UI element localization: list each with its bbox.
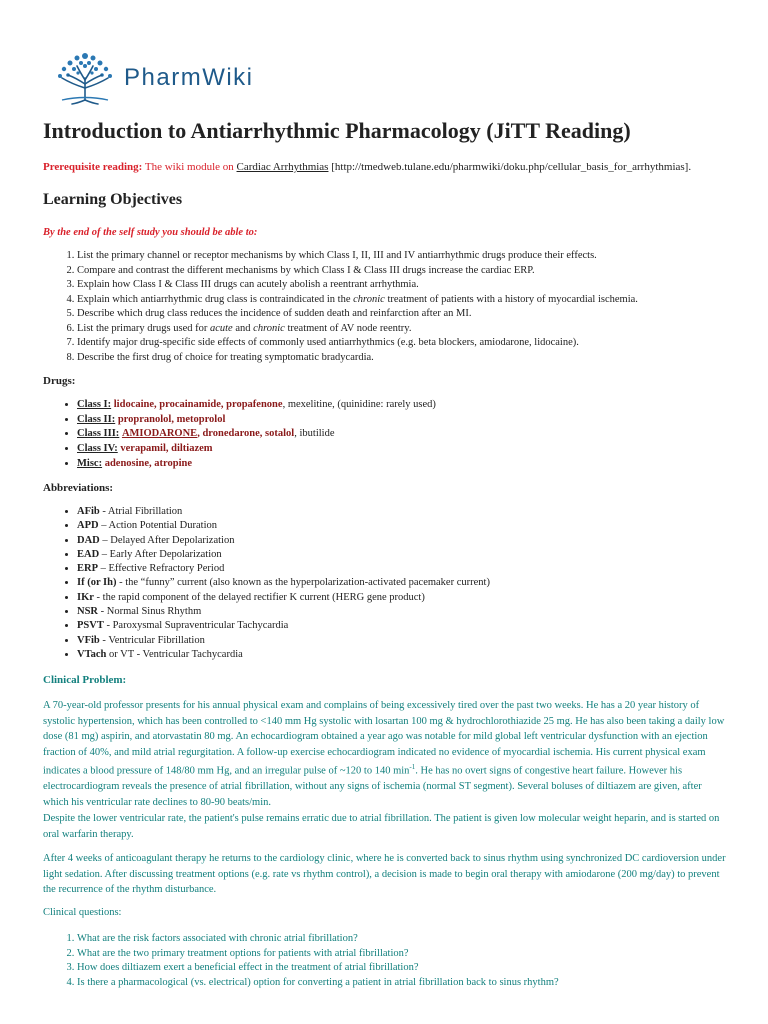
abbr-def: - the “funny” current (also known as the hyperpolarization-activated pacemaker current) <box>116 577 490 589</box>
list-item <box>77 605 490 619</box>
list-item: 6. List the primary drugs used for acute and chronic treatment of AV node reentry. <box>77 322 733 337</box>
clinical-problem-heading: Clinical Problem: <box>43 674 127 686</box>
drugs-heading: Drugs: <box>43 375 76 387</box>
abbr-def: - the rapid component of the delayed rectifier K current (HERG gene product) <box>93 591 425 603</box>
list-item: 2. Compare and contrast the different mechanisms by which Class I & Class III drugs increase the cardiac ERP. <box>77 264 733 279</box>
list-item: 1. List the primary channel or receptor mechanisms by which Class I, II, III and IV antiarrhythmic drugs produce their effects. <box>77 249 733 264</box>
abbr-def: - Atrial Fibrillation <box>99 506 183 517</box>
list-item <box>77 562 490 576</box>
list-item: 3. Explain how Class I & Class III drugs can acutely abolish a reentrant arrhythmia. <box>77 278 733 293</box>
list-item: 4. Is there a pharmacological (vs. electrical) option for converting a patient in atrial fibrillation back to sinus rhythm? <box>77 976 559 991</box>
prereq-text: The wiki module on <box>144 161 234 173</box>
list-item <box>77 413 436 428</box>
drugs-list <box>43 398 436 472</box>
drug-names: , dronedarone, sotalol <box>197 428 295 440</box>
list-item: 5. Describe which drug class reduces the incidence of sudden death and reinfarction after an MI. <box>77 307 733 322</box>
list-item: 2. What are the two primary treatment options for patients with atrial fibrillation? <box>77 947 559 962</box>
abbr-term: EAD <box>77 548 100 560</box>
drug-names: propranolol, metoprolol <box>117 413 226 425</box>
clinical-questions-list <box>43 932 559 990</box>
list-item <box>77 427 436 442</box>
abbr-term: DAD <box>77 534 100 546</box>
abbreviations-heading: Abbreviations: <box>43 482 114 494</box>
abbr-def: - Paroxysmal Supraventricular Tachycardia <box>103 620 289 632</box>
class-label: Class IV: <box>77 443 118 455</box>
clinical-paragraph-2: Despite the lower ventricular rate, the patient's pulse remains erratic due to atrial fibrillation. The patient is given low molecular weight heparin, and is started on oral warfarin therapy. <box>43 813 720 840</box>
clinical-paragraph-1 <box>43 698 728 810</box>
abbr-def: - Ventricular Fibrillation <box>99 634 205 646</box>
prerequisite-line <box>43 161 691 173</box>
clinical-questions-heading: Clinical questions: <box>43 907 122 918</box>
page-title: Introduction to Antiarrhythmic Pharmacology (JiTT Reading) <box>43 118 631 143</box>
prereq-label: Prerequisite reading: <box>43 161 143 173</box>
list-item: 4. Explain which antiarrhythmic drug class is contraindicated in the chronic treatment of patients with a history of myocardial ischemia. <box>77 293 733 308</box>
learning-objectives-heading: Learning Objectives <box>43 191 183 208</box>
objectives-intro: By the end of the self study you should be able to: <box>43 227 258 238</box>
abbreviations-list <box>43 505 490 662</box>
list-item: 8. Describe the first drug of choice for treating symptomatic bradycardia. <box>77 351 733 366</box>
abbr-def: – Action Potential Duration <box>98 520 217 532</box>
abbr-def: or VT - Ventricular Tachycardia <box>106 648 243 660</box>
logo-text: PharmWiki <box>124 64 254 91</box>
list-item <box>77 519 490 533</box>
abbr-def: – Delayed After Depolarization <box>99 534 235 546</box>
drug-names: lidocaine, procainamide, propafenone <box>113 399 283 410</box>
amiodarone-link[interactable]: AMIODARONE <box>121 428 198 440</box>
list-item: 1. What are the risk factors associated with chronic atrial fibrillation? <box>77 932 559 947</box>
list-item <box>77 457 436 472</box>
abbr-term: IKr <box>77 591 94 603</box>
pharmwiki-logo[interactable] <box>50 48 254 108</box>
class-label: Misc: <box>77 457 103 469</box>
abbr-def: - Normal Sinus Rhythm <box>98 606 202 618</box>
drug-rest: , mexelitine, (quinidine: rarely used) <box>282 399 436 410</box>
abbr-term: APD <box>77 520 99 532</box>
tree-icon <box>50 48 120 108</box>
class-label: Class III: <box>77 428 120 440</box>
superscript: -1 <box>409 763 416 771</box>
list-item <box>77 634 490 648</box>
list-item <box>77 648 490 662</box>
list-item <box>77 505 490 519</box>
list-item <box>77 442 436 457</box>
abbr-term: ERP <box>77 563 98 575</box>
abbr-term: NSR <box>77 606 99 618</box>
list-item <box>77 576 490 590</box>
list-item <box>77 398 436 413</box>
abbr-def: – Effective Refractory Period <box>98 563 225 575</box>
prereq-link[interactable]: Cardiac Arrhythmias <box>236 161 329 173</box>
drug-rest: , ibutilide <box>294 428 335 440</box>
objectives-list <box>43 249 733 365</box>
abbr-def: – Early After Depolarization <box>99 548 222 560</box>
abbr-term: If (or Ih) <box>77 577 117 589</box>
drug-names: adenosine, atropine <box>104 457 193 469</box>
list-item <box>77 534 490 548</box>
paragraph-text: A 70-year-old professor presents for his annual physical exam and complains of being excessively tired over the past two weeks. He has a 20 year history of systolic hypertension, which has been controlled to <140 mm Hg systolic with losartan 100 mg & hydrochlorothiazide 25 mg. He has also been taking a daily low dose (81 mg) aspirin, and atorvastatin 80 mg. An echocardiogram obtained a year ago was notable for mild global left ventricular dysfunction with an ejection fraction of 40%, and mild atrial regurgitation. A follow-up exercise echocardiogram indicated no evidence of myocardial ischemia. His current physical exam indicates a blood pressure of 148/80 mm Hg, and an irregular pulse of ~120 to 140 min <box>43 700 725 777</box>
clinical-paragraph-3: After 4 weeks of anticoagulant therapy he returns to the cardiology clinic, where he is converted back to sinus rhythm using synchronized DC cardioversion under light sedation. After discussing treatment options (e.g. rate vs rhythm control), a decision is made to begin oral therapy with amiodarone (200 mg/day) to prevent the recurrence of the rhythm disturbance. <box>43 853 726 895</box>
prereq-url: [http://tmedweb.tulane.edu/pharmwiki/doku.php/cellular_basis_for_arrhythmias]. <box>331 161 692 173</box>
list-item: 3. How does diltiazem exert a beneficial effect in the treatment of atrial fibrillation? <box>77 961 559 976</box>
abbr-term: VTach <box>77 648 107 660</box>
class-label: Class I: <box>77 399 112 410</box>
list-item: 7. Identify major drug-specific side effects of commonly used antiarrhythmics (e.g. beta blockers, amiodarone, lidocaine). <box>77 336 733 351</box>
abbr-term: PSVT <box>77 620 104 632</box>
drug-names: verapamil, diltiazem <box>120 443 213 455</box>
list-item <box>77 591 490 605</box>
abbr-term: VFib <box>77 634 100 646</box>
list-item <box>77 619 490 633</box>
list-item <box>77 548 490 562</box>
paragraph-text: . He has no overt signs of congestive heart failure. However his electrocardiogram reveals the presence of atrial fibrillation, without any signs of ischemia (normal ST segment). Several boluses of diltiazem are given, after which his ventricular rate declines to 80-90 beats/min. <box>43 765 702 808</box>
abbr-term: AFib <box>77 506 100 517</box>
class-label: Class II: <box>77 413 116 425</box>
